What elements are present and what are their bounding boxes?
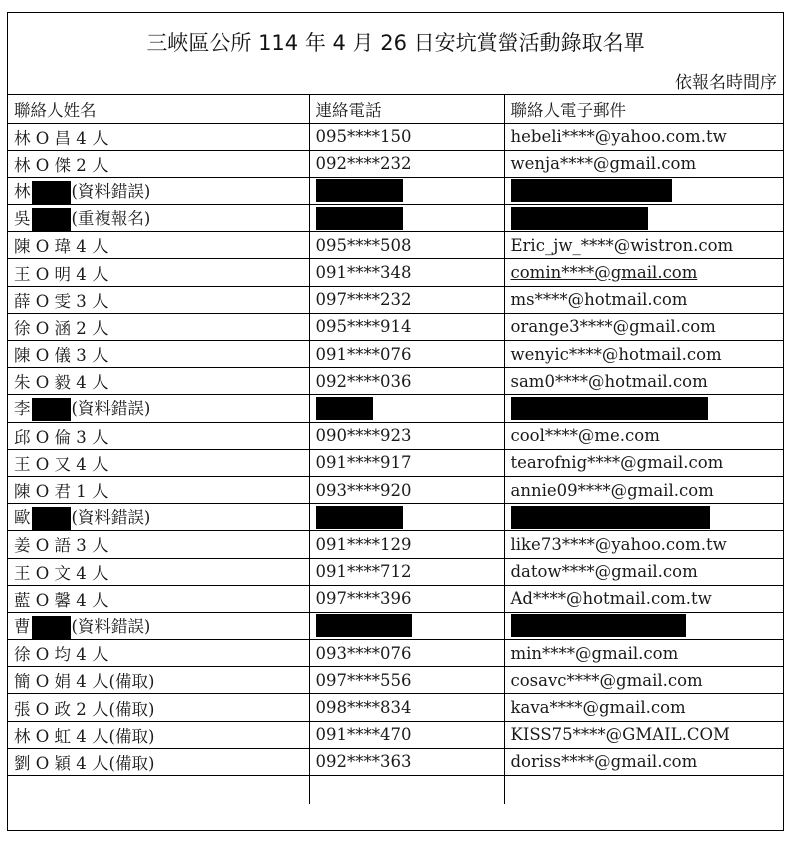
table-row <box>8 640 783 667</box>
contact-phone: 092****036 <box>309 368 504 395</box>
contact-name <box>8 395 309 422</box>
contact-email: annie09****@gmail.com <box>504 476 783 503</box>
name-redaction <box>32 616 71 639</box>
name-redaction <box>32 181 71 204</box>
contact-phone: 095****150 <box>309 123 504 150</box>
page-title: 三峽區公所 114 年 4 月 26 日安坑賞螢活動錄取名單 <box>146 31 645 55</box>
empty-cell <box>504 776 783 804</box>
table-row <box>8 422 783 449</box>
phone-redaction <box>316 397 373 420</box>
name-redaction <box>32 208 71 231</box>
table-row <box>8 694 783 721</box>
empty-cell <box>8 776 309 804</box>
contact-name: 藍 O 馨 4 人 <box>8 585 309 612</box>
contact-phone: 097****396 <box>309 585 504 612</box>
contact-name: 陳 O 君 1 人 <box>8 476 309 503</box>
contact-name: 劉 O 穎 4 人(備取) <box>8 748 309 775</box>
contact-name: 姜 O 語 3 人 <box>8 531 309 558</box>
sort-note: 依報名時間序 <box>675 73 777 93</box>
contact-phone: 090****923 <box>309 422 504 449</box>
redaction-note: (資料錯誤) <box>71 399 151 419</box>
email-redaction <box>511 614 686 637</box>
contact-phone <box>309 504 504 531</box>
table-row <box>8 341 783 368</box>
email-redaction <box>511 207 648 230</box>
table-row-redacted <box>8 395 783 422</box>
surname: 歐 <box>14 508 31 528</box>
table-row <box>8 721 783 748</box>
contact-phone: 095****914 <box>309 313 504 340</box>
contact-email: ms****@hotmail.com <box>504 286 783 313</box>
contact-email <box>504 612 783 639</box>
contact-phone: 092****363 <box>309 748 504 775</box>
name-redaction <box>32 398 71 421</box>
contact-phone: 097****556 <box>309 667 504 694</box>
contact-email <box>504 395 783 422</box>
header-name: 聯絡人姓名 <box>8 95 309 123</box>
contact-email: cool****@me.com <box>504 422 783 449</box>
contact-name: 林 O 昌 4 人 <box>8 123 309 150</box>
title-area <box>8 13 783 95</box>
contact-phone: 091****712 <box>309 558 504 585</box>
table-row <box>8 368 783 395</box>
surname: 李 <box>14 399 31 419</box>
contact-email: wenyic****@hotmail.com <box>504 341 783 368</box>
empty-row <box>8 776 783 804</box>
contact-email: orange3****@gmail.com <box>504 313 783 340</box>
redaction-note: (資料錯誤) <box>71 508 151 528</box>
table-row <box>8 585 783 612</box>
contact-name <box>8 177 309 204</box>
roster-table <box>8 95 783 804</box>
contact-phone: 098****834 <box>309 694 504 721</box>
contact-phone: 095****508 <box>309 232 504 259</box>
table-row <box>8 259 783 286</box>
email-redaction <box>511 179 672 202</box>
table-row <box>8 123 783 150</box>
table-row-redacted <box>8 504 783 531</box>
contact-email: wenja****@gmail.com <box>504 150 783 177</box>
table-row <box>8 531 783 558</box>
contact-name: 薛 O 雯 3 人 <box>8 286 309 313</box>
table-row-redacted <box>8 205 783 232</box>
contact-email: hebeli****@yahoo.com.tw <box>504 123 783 150</box>
contact-phone: 091****470 <box>309 721 504 748</box>
contact-name <box>8 612 309 639</box>
contact-name: 林 O 虹 4 人(備取) <box>8 721 309 748</box>
contact-phone <box>309 177 504 204</box>
empty-cell <box>309 776 504 804</box>
contact-name: 張 O 政 2 人(備取) <box>8 694 309 721</box>
table-row <box>8 476 783 503</box>
table-row-redacted <box>8 612 783 639</box>
contact-email: tearofnig****@gmail.com <box>504 449 783 476</box>
phone-redaction <box>316 179 403 202</box>
phone-redaction <box>316 614 412 637</box>
header-phone: 連絡電話 <box>309 95 504 123</box>
contact-email: Eric_jw_****@wistron.com <box>504 232 783 259</box>
table-row <box>8 558 783 585</box>
contact-phone <box>309 612 504 639</box>
contact-name: 王 O 又 4 人 <box>8 449 309 476</box>
table-row <box>8 667 783 694</box>
redaction-note: (資料錯誤) <box>71 616 151 636</box>
contact-email: KISS75****@GMAIL.COM <box>504 721 783 748</box>
contact-phone: 091****076 <box>309 341 504 368</box>
contact-email: doriss****@gmail.com <box>504 748 783 775</box>
contact-email <box>504 177 783 204</box>
contact-email: Ad****@hotmail.com.tw <box>504 585 783 612</box>
email-redaction <box>511 506 710 529</box>
contact-name: 陳 O 儀 3 人 <box>8 341 309 368</box>
phone-redaction <box>316 506 403 529</box>
contact-phone: 092****232 <box>309 150 504 177</box>
contact-phone: 093****920 <box>309 476 504 503</box>
contact-email: cosavc****@gmail.com <box>504 667 783 694</box>
contact-email: datow****@gmail.com <box>504 558 783 585</box>
table-row <box>8 748 783 775</box>
roster-sheet <box>7 12 784 831</box>
name-redaction <box>32 507 71 530</box>
table-row <box>8 313 783 340</box>
contact-email: like73****@yahoo.com.tw <box>504 531 783 558</box>
table-row <box>8 150 783 177</box>
surname: 曹 <box>14 616 31 636</box>
contact-phone: 091****917 <box>309 449 504 476</box>
contact-phone: 093****076 <box>309 640 504 667</box>
redaction-note: (重複報名) <box>71 209 151 229</box>
contact-phone: 097****232 <box>309 286 504 313</box>
header-email: 聯絡人電子郵件 <box>504 95 783 123</box>
table-row <box>8 286 783 313</box>
contact-name: 邱 O 倫 3 人 <box>8 422 309 449</box>
contact-name: 王 O 明 4 人 <box>8 259 309 286</box>
contact-email[interactable] <box>504 259 783 286</box>
contact-email: min****@gmail.com <box>504 640 783 667</box>
surname: 吳 <box>14 209 31 229</box>
contact-name <box>8 504 309 531</box>
contact-phone: 091****129 <box>309 531 504 558</box>
contact-name: 徐 O 均 4 人 <box>8 640 309 667</box>
contact-name: 朱 O 毅 4 人 <box>8 368 309 395</box>
table-row-redacted <box>8 177 783 204</box>
contact-email <box>504 205 783 232</box>
email-link[interactable]: comin****@gmail.com <box>510 263 698 283</box>
table-row <box>8 232 783 259</box>
contact-name: 簡 O 娟 4 人(備取) <box>8 667 309 694</box>
surname: 林 <box>14 181 31 201</box>
contact-email <box>504 504 783 531</box>
phone-redaction <box>316 207 403 230</box>
table-row <box>8 449 783 476</box>
contact-phone <box>309 395 504 422</box>
contact-name: 王 O 文 4 人 <box>8 558 309 585</box>
contact-name: 陳 O 瑋 4 人 <box>8 232 309 259</box>
contact-email: kava****@gmail.com <box>504 694 783 721</box>
contact-phone <box>309 205 504 232</box>
table-header-row <box>8 95 783 123</box>
contact-name <box>8 205 309 232</box>
contact-phone: 091****348 <box>309 259 504 286</box>
contact-name: 徐 O 涵 2 人 <box>8 313 309 340</box>
contact-email: sam0****@hotmail.com <box>504 368 783 395</box>
redaction-note: (資料錯誤) <box>71 181 151 201</box>
email-redaction <box>511 397 708 420</box>
contact-name: 林 O 傑 2 人 <box>8 150 309 177</box>
